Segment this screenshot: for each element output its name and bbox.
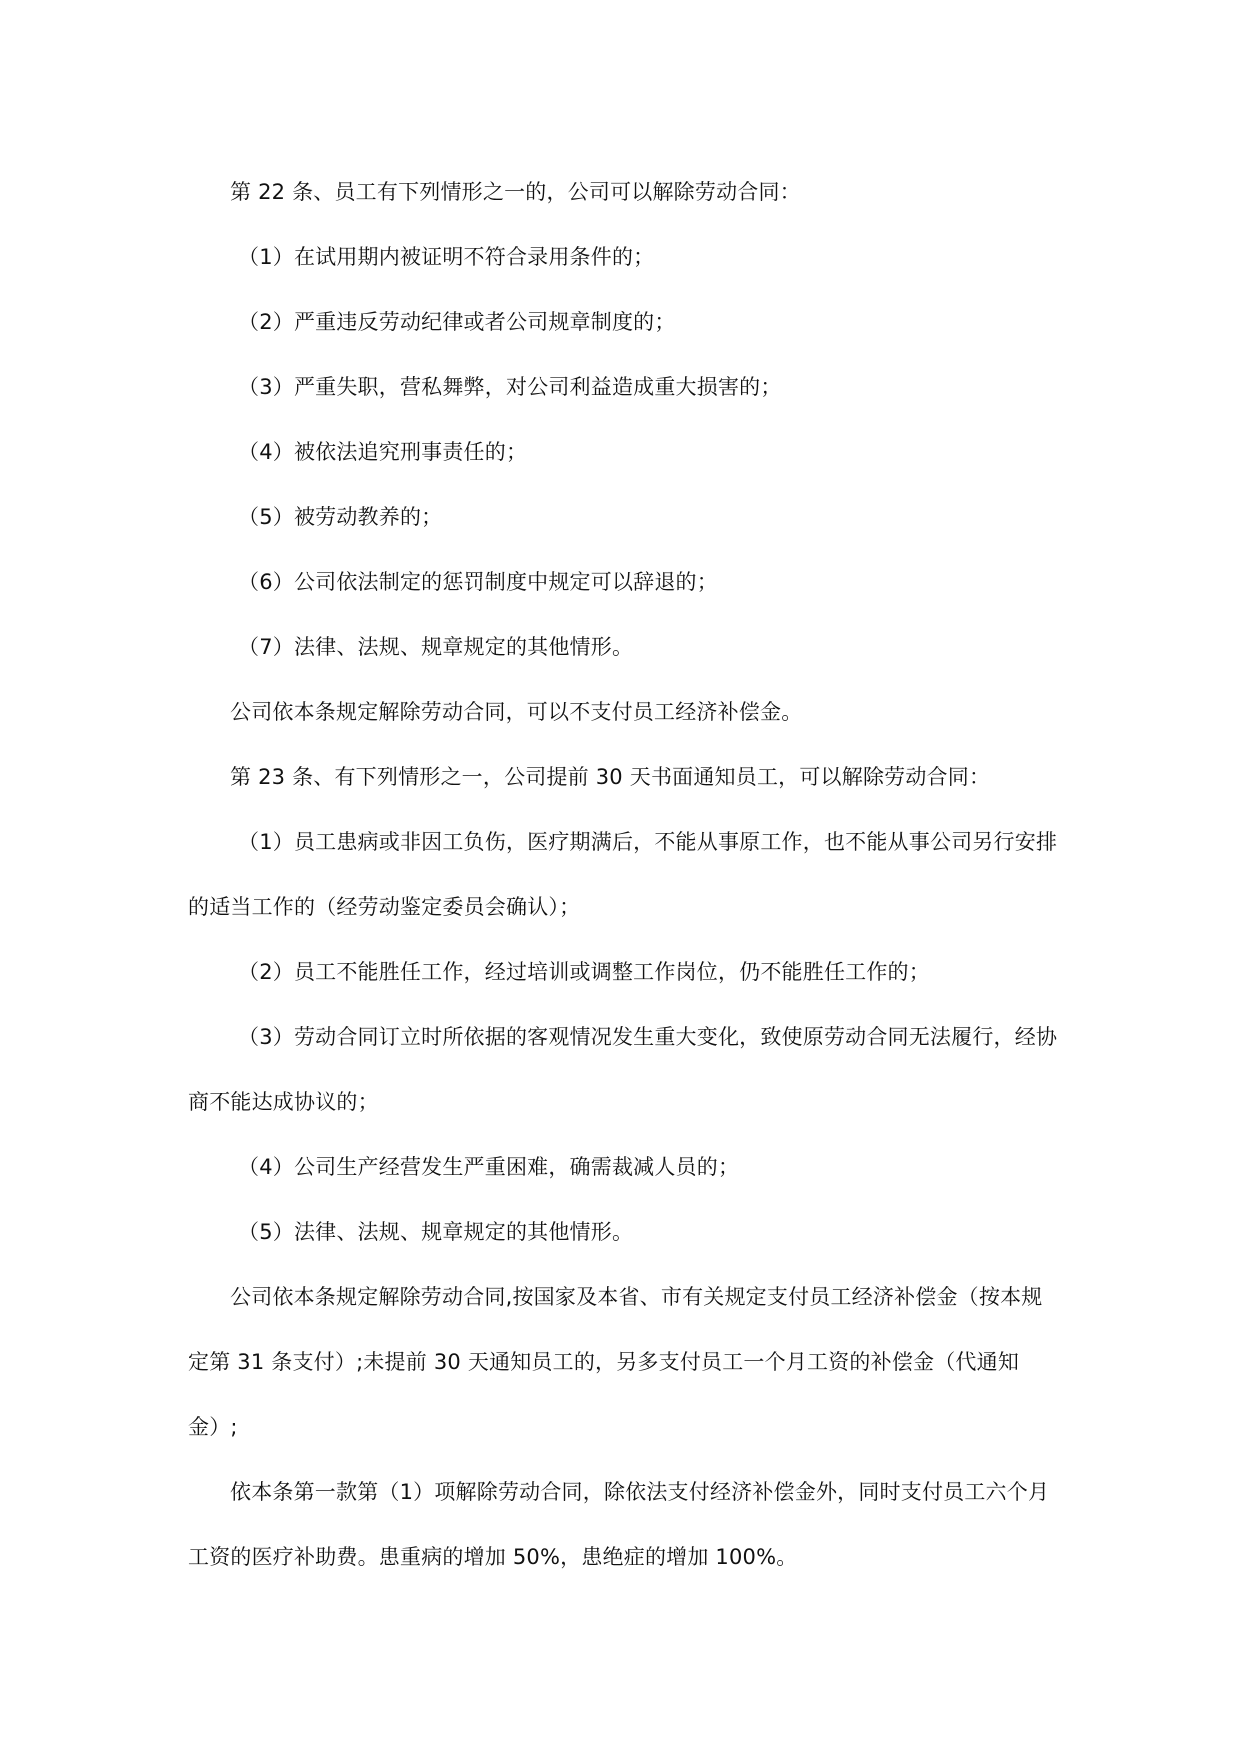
article-23-item-4: （4）公司生产经营发生严重困难，确需裁减人员的；: [238, 1155, 740, 1179]
article-22-heading: 第 22 条、员工有下列情形之一的，公司可以解除劳动合同：: [230, 180, 801, 204]
article-23-item-3: （3）劳动合同订立时所依据的客观情况发生重大变化，致使原劳动合同无法履行，经协商不能达成协议的；: [188, 1025, 1058, 1114]
article-23-item-1: （1）员工患病或非因工负伤，医疗期满后，不能从事原工作，也不能从事公司另行安排的适当工作的（经劳动鉴定委员会确认）；: [188, 830, 1058, 919]
article-22-item-3: （3）严重失职，营私舞弊，对公司利益造成重大损害的；: [238, 375, 782, 399]
article-22-item-5: （5）被劳动教养的；: [238, 505, 443, 529]
article-22-item-7: （7）法律、法规、规章规定的其他情形。: [238, 635, 634, 659]
article-23-item-5: （5）法律、法规、规章规定的其他情形。: [238, 1220, 634, 1244]
article-22-item-4: （4）被依法追究刑事责任的；: [238, 440, 528, 464]
document-body: [188, 160, 1058, 1590]
article-23-item-2: （2）员工不能胜任工作，经过培训或调整工作岗位，仍不能胜任工作的；: [238, 960, 930, 984]
article-23-medical-subsidy-note: 依本条第一款第（1）项解除劳动合同，除依法支付经济补偿金外，同时支付员工六个月工资的医疗补助费。患重病的增加 50%，患绝症的增加 100%。: [188, 1480, 1050, 1569]
article-22-item-1: （1）在试用期内被证明不符合录用条件的；: [238, 245, 655, 269]
article-22-note: 公司依本条规定解除劳动合同，可以不支付员工经济补偿金。: [230, 700, 803, 724]
article-23-compensation-note: 公司依本条规定解除劳动合同,按国家及本省、市有关规定支付员工经济补偿金（按本规定第 31 条支付）;未提前 30 天通知员工的，另多支付员工一个月工资的补偿金（代通知金）;: [188, 1285, 1043, 1439]
article-22-item-2: （2）严重违反劳动纪律或者公司规章制度的；: [238, 310, 676, 334]
article-23-heading: 第 23 条、有下列情形之一，公司提前 30 天书面通知员工，可以解除劳动合同：: [230, 765, 991, 789]
article-22-item-6: （6）公司依法制定的惩罚制度中规定可以辞退的；: [238, 570, 718, 594]
